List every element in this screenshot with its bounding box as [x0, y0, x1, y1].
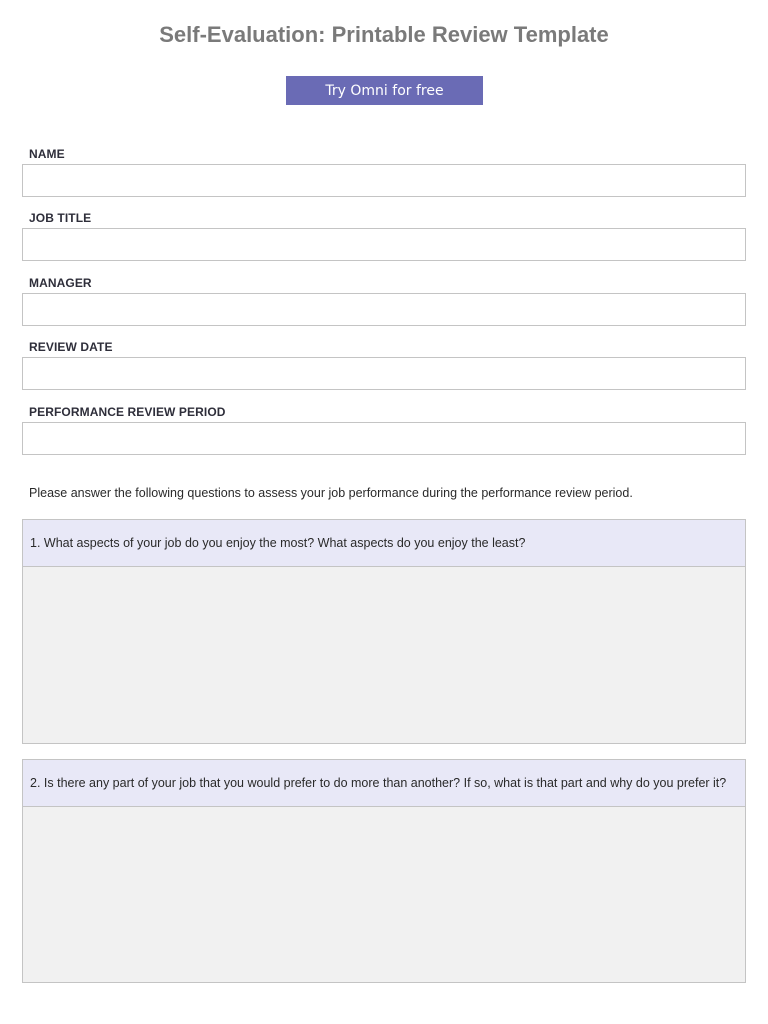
- question-1-answer[interactable]: [23, 567, 745, 743]
- question-2-answer[interactable]: [23, 807, 745, 982]
- review-date-field-group: [22, 340, 746, 390]
- try-omni-button[interactable]: Try Omni for free: [286, 76, 483, 105]
- name-input[interactable]: [22, 164, 746, 197]
- job-title-input[interactable]: [22, 228, 746, 261]
- review-period-input[interactable]: [22, 422, 746, 455]
- question-1-text: 1. What aspects of your job do you enjoy the most? What aspects do you enjoy the least?: [23, 520, 745, 567]
- question-2-text: 2. Is there any part of your job that you would prefer to do more than another? If so, what is that part and why do you prefer it?: [23, 760, 745, 807]
- job-title-field-group: [22, 211, 746, 261]
- instructions-text: Please answer the following questions to assess your job performance during the performance review period.: [29, 486, 633, 500]
- name-label: NAME: [29, 147, 65, 161]
- manager-input[interactable]: [22, 293, 746, 326]
- review-period-label: PERFORMANCE REVIEW PERIOD: [29, 405, 226, 419]
- question-1-box: [22, 519, 746, 744]
- job-title-label: JOB TITLE: [29, 211, 92, 225]
- page-title: Self-Evaluation: Printable Review Template: [159, 22, 609, 47]
- review-period-field-group: [22, 405, 746, 455]
- question-2-box: [22, 759, 746, 983]
- manager-field-group: [22, 276, 746, 326]
- review-date-label: REVIEW DATE: [29, 340, 113, 354]
- review-date-input[interactable]: [22, 357, 746, 390]
- manager-label: MANAGER: [29, 276, 92, 290]
- name-field-group: [22, 147, 746, 197]
